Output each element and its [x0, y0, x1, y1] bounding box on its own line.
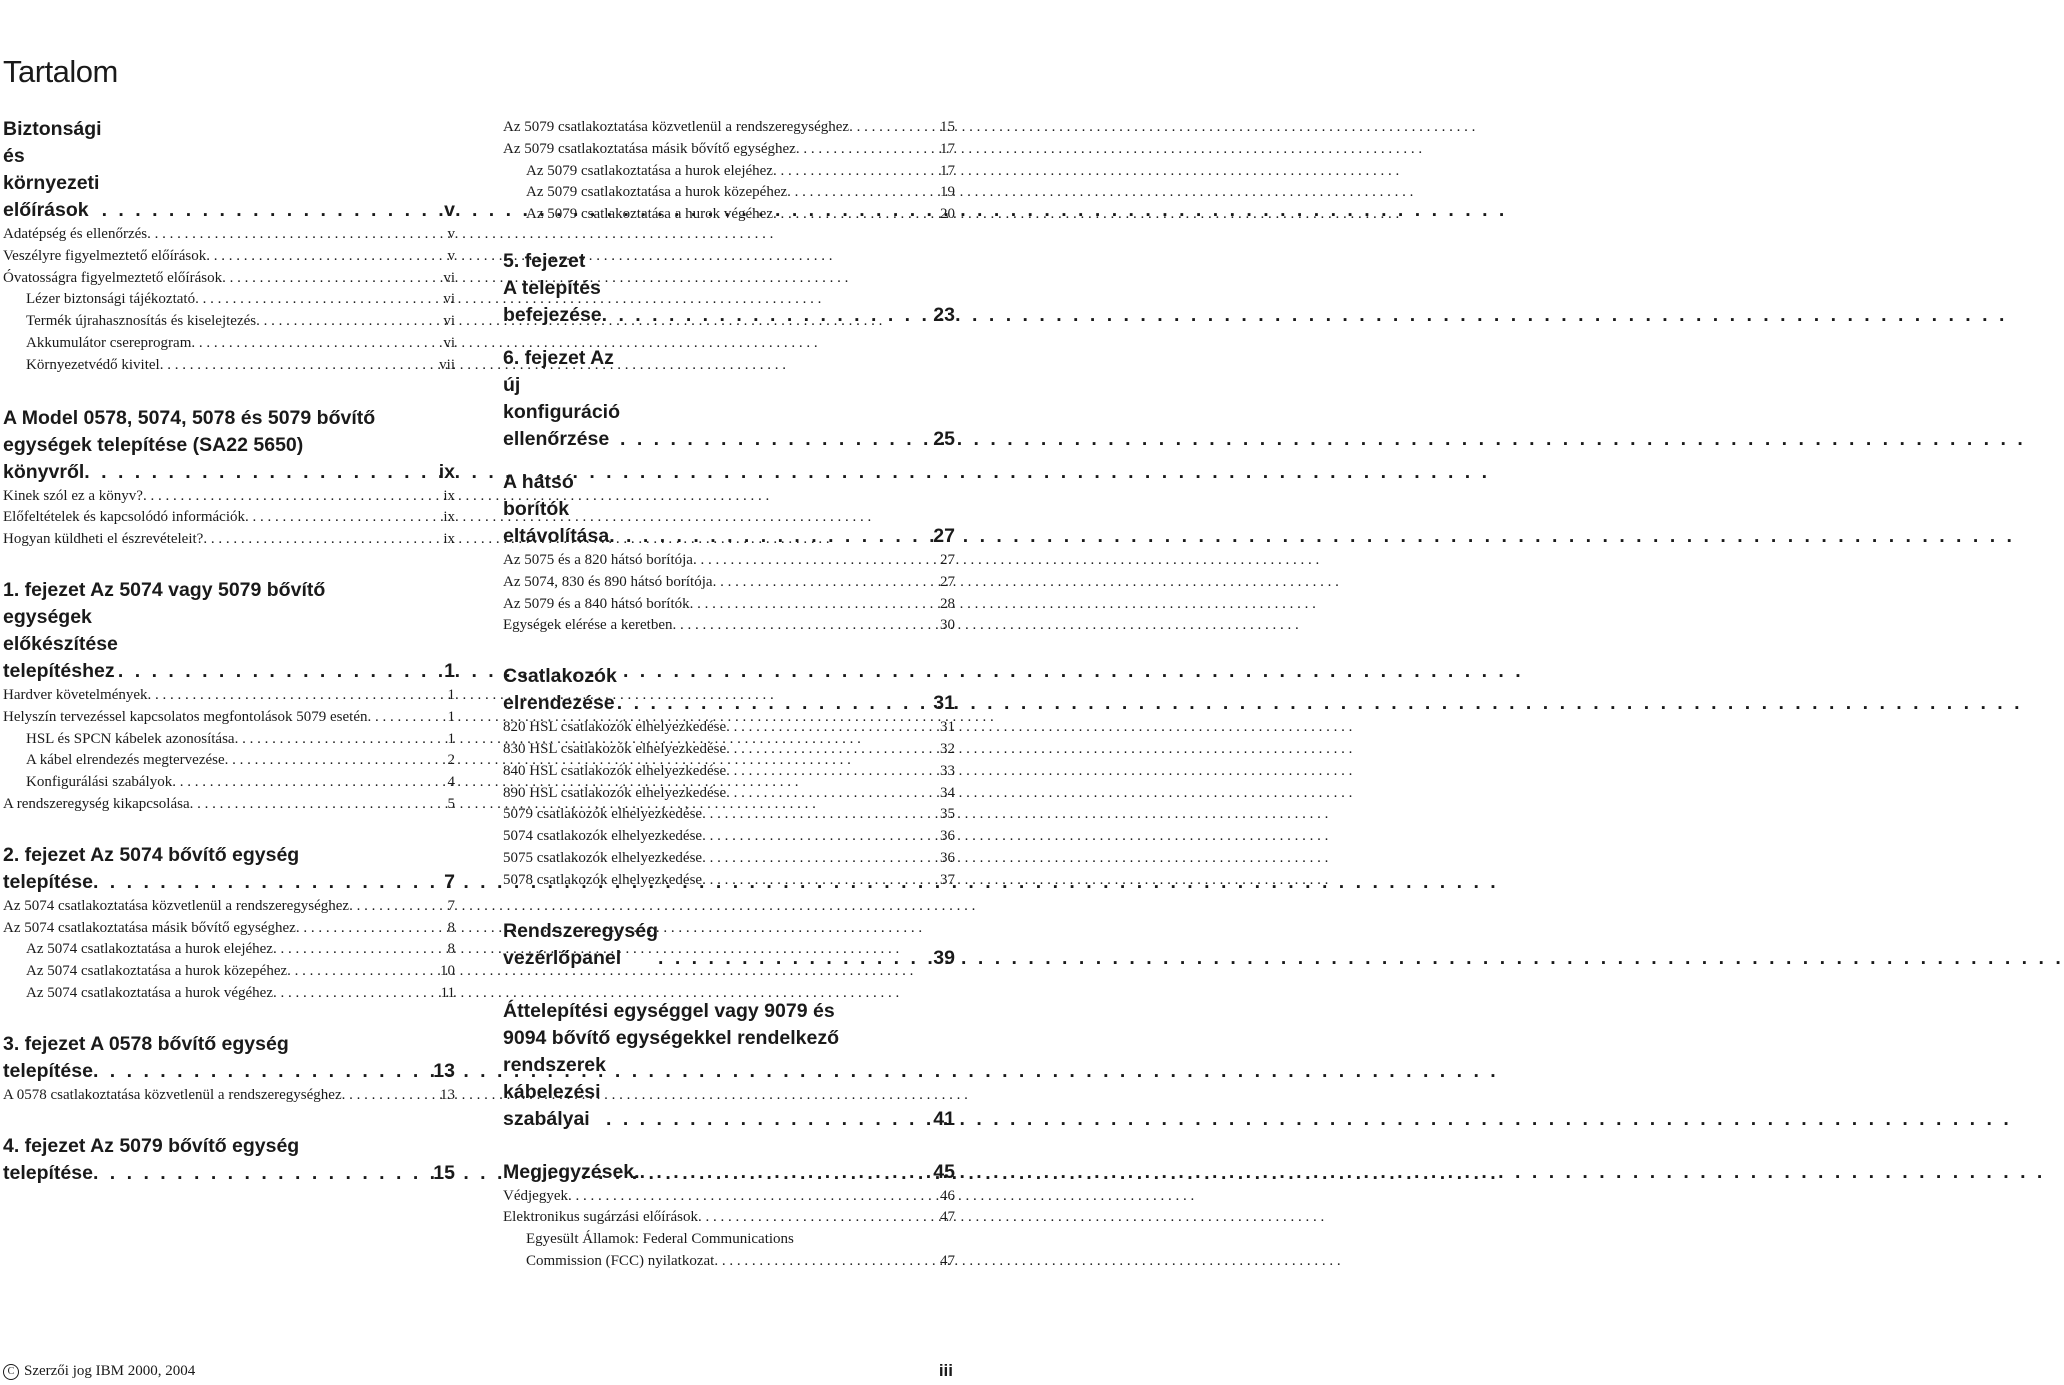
toc-page-number: vi: [443, 291, 455, 308]
toc-heading-line[interactable]: [3, 405, 455, 432]
dot-leader: [222, 268, 439, 290]
toc-heading-text: Megjegyzések.: [503, 1160, 640, 1183]
dot-leader: [190, 794, 444, 816]
toc-heading-line[interactable]: [3, 1133, 455, 1160]
toc-page-number: v: [444, 199, 455, 221]
toc-page-number: 1: [444, 659, 455, 682]
toc-section: [3, 405, 455, 551]
dot-leader: [342, 1085, 436, 1107]
toc-entry-text: Az 5079 csatlakoztatása másik bővítő egységhez: [503, 140, 796, 157]
dot-leader: [296, 918, 444, 940]
dot-leader: [191, 333, 439, 355]
toc-heading-line-text: A Model 0578, 5074, 5078 és 5079 bővítő: [3, 406, 376, 429]
toc-heading-line-text: egységek telepítése (SA22 5650): [3, 433, 304, 456]
toc-page-number: vi: [443, 269, 455, 286]
toc-entry-text: Az 5079 csatlakoztatása közvetlenül a rendszeregységhez: [503, 119, 850, 135]
toc-heading-line[interactable]: [503, 1052, 955, 1133]
dot-leader: [609, 523, 929, 550]
toc-page-number: 4: [447, 774, 455, 791]
dot-leader: [93, 869, 440, 896]
toc-entry-text: Az 5074 csatlakoztatása másik bővítő egységhez: [3, 919, 296, 936]
toc-entry-text: Környezetvédő kivitel: [26, 356, 160, 373]
dot-leader: [796, 139, 936, 161]
toc-page-number: 30: [940, 617, 955, 634]
toc-entry[interactable]: [3, 355, 455, 377]
toc-heading-text: egységek előkészítése telepítéshez: [3, 605, 118, 682]
page-number: iii: [938, 1361, 953, 1380]
toc-entry-text: Az 5074 csatlakoztatása a hurok elejéhez: [26, 941, 273, 958]
dot-leader: [702, 804, 936, 826]
toc-section: [503, 117, 955, 226]
toc-entry-text: Az 5074 csatlakoztatása a hurok közepéhez: [26, 963, 288, 980]
toc-page-number: v: [447, 226, 455, 242]
toc-heading-line[interactable]: [503, 663, 955, 717]
dot-leader: [773, 204, 936, 226]
toc-section: [503, 663, 955, 891]
toc-entry-text: Az 5074 csatlakoztatása közvetlenül a rendszeregységhez: [3, 897, 350, 914]
toc-heading-text: Rendszeregység vezérlőpanel: [503, 919, 658, 969]
dot-leader: [160, 355, 435, 377]
dot-leader: [256, 311, 439, 333]
toc-heading-text: könyvről: [3, 460, 85, 483]
toc-entry-text: 830 HSL csatlakozók elhelyezkedése: [503, 740, 727, 757]
dot-leader: [195, 289, 439, 311]
toc-heading-line[interactable]: [503, 469, 955, 550]
toc-heading-line[interactable]: [503, 345, 955, 453]
dot-leader: [726, 761, 936, 783]
toc-right-column: [503, 110, 955, 1273]
toc-page-number: 31: [933, 692, 955, 715]
toc-entry-text: Elektronikus sugárzási előírások: [503, 1209, 698, 1226]
toc-entry[interactable]: [3, 268, 455, 290]
toc-page-number: 20: [940, 206, 955, 223]
toc-page-number: 27: [933, 524, 955, 547]
toc-page-number: 17: [940, 140, 955, 157]
toc-entry[interactable]: [3, 246, 455, 268]
dot-leader: [693, 550, 936, 572]
toc-entry-text: 820 HSL csatlakozók elhelyezkedése: [503, 719, 727, 736]
toc-page-number: 45: [933, 1160, 955, 1183]
toc-heading-line[interactable]: [503, 918, 955, 972]
toc-page-number: 28: [940, 595, 955, 612]
toc-entry[interactable]: [503, 594, 955, 616]
toc-entry-text: Kinek szól ez a könyv?: [3, 487, 143, 504]
toc-page-number: 8: [447, 941, 455, 958]
toc-entry[interactable]: [3, 750, 455, 772]
dot-leader: [273, 939, 444, 961]
toc-entry[interactable]: [3, 772, 455, 794]
dot-leader: [172, 772, 443, 794]
toc-entry[interactable]: [503, 848, 955, 870]
dot-leader: [787, 182, 936, 204]
dot-leader: [245, 507, 439, 529]
toc-entry-text: Akkumulátor csereprogram: [26, 334, 192, 351]
toc-section: [3, 1031, 455, 1107]
toc-section: [3, 1133, 455, 1187]
dot-leader: [714, 1251, 936, 1273]
toc-section: [3, 577, 455, 816]
toc-entry[interactable]: [3, 529, 455, 551]
toc-entry-text: Előfeltételek és kapcsolódó információk: [3, 509, 245, 526]
toc-entry-text: HSL és SPCN kábelek azonosítása: [26, 730, 235, 747]
toc-page-number: 1: [447, 708, 455, 725]
toc-page-number: 13: [440, 1086, 455, 1103]
dot-leader: [702, 870, 936, 892]
toc-page-number: 25: [933, 427, 955, 450]
toc-entry-text: Hardver követelmények: [3, 686, 148, 703]
toc-entry[interactable]: [503, 204, 955, 226]
toc-section: [503, 248, 955, 329]
toc-page-number: 36: [940, 828, 955, 845]
toc-section: [3, 842, 455, 1005]
toc-entry-text: Adatépség és ellenőrzés: [3, 226, 148, 242]
toc-entry-text: Az 5079 és a 840 hátsó borítók: [503, 595, 690, 612]
toc-heading-line-text: Áttelepítési egységgel vagy 9079 és: [503, 999, 835, 1022]
toc-page-number: 46: [940, 1187, 955, 1204]
toc-entry[interactable]: [503, 550, 955, 572]
dot-leader: [147, 224, 443, 246]
toc-page-number: 17: [940, 162, 955, 179]
toc-heading-line[interactable]: [503, 1159, 955, 1186]
toc-page-number: 15: [433, 1161, 455, 1184]
toc-heading-text: rendszerek kábelezési szabályai: [503, 1053, 606, 1130]
toc-page-number: 31: [940, 719, 955, 736]
dot-leader: [93, 1160, 429, 1187]
toc-section: [503, 918, 955, 972]
toc-page-number: vi: [443, 313, 455, 330]
toc-page-number: 32: [940, 740, 955, 757]
toc-page-number: 5: [447, 795, 455, 812]
toc-page-number: ix: [443, 531, 455, 548]
toc-entry[interactable]: [503, 761, 955, 783]
toc-page-number: 2: [447, 752, 455, 769]
toc-section: [503, 345, 955, 453]
toc-entry-text: Termék újrahasznosítás és kiselejtezés: [26, 313, 257, 330]
toc-page-number: 47: [940, 1209, 955, 1226]
toc-page-number: 47: [940, 1252, 955, 1269]
toc-entry-text: A 0578 csatlakoztatása közvetlenül a rendszeregységhez: [3, 1086, 342, 1103]
toc-heading-line-text: 1. fejezet Az 5074 vagy 5079 bővítő: [3, 578, 326, 601]
toc-page-number: 7: [447, 897, 455, 914]
toc-entry-text: Az 5079 csatlakoztatása a hurok közepéhez: [526, 184, 788, 201]
toc-entry-text: 5075 csatlakozók elhelyezkedése: [503, 849, 703, 866]
dot-leader: [726, 783, 936, 805]
toc-entry[interactable]: [3, 983, 455, 1005]
dot-leader: [640, 1159, 930, 1186]
toc-section: [3, 116, 455, 377]
toc-section: [503, 1159, 955, 1273]
toc-heading-line[interactable]: [3, 1160, 455, 1187]
toc-heading-line[interactable]: [3, 1058, 455, 1085]
dot-leader: [617, 690, 930, 717]
dot-leader: [118, 658, 440, 685]
dot-leader: [849, 117, 936, 139]
toc-entry-text: Helyszín tervezéssel kapcsolatos megfontolások 5079 esetén: [3, 708, 368, 725]
toc-entry[interactable]: [503, 182, 955, 204]
toc-page-number: 1: [447, 730, 455, 747]
toc-heading-text: telepítése: [3, 870, 93, 893]
toc-page-number: 37: [940, 871, 955, 888]
toc-entry-text: Commission (FCC) nyilatkozat: [526, 1252, 715, 1269]
toc-entry-text: A kábel elrendezés megtervezése: [26, 752, 225, 769]
toc-entry[interactable]: [503, 139, 955, 161]
dot-leader: [690, 594, 936, 616]
toc-page-number: 35: [940, 806, 955, 823]
copyright-notice: [3, 1363, 195, 1380]
dot-leader: [287, 961, 436, 983]
toc-heading-line[interactable]: [503, 998, 955, 1025]
toc-entry[interactable]: [3, 224, 455, 246]
toc-page-number: 19: [940, 184, 955, 201]
toc-heading-text: A hátsó borítók eltávolítása: [503, 470, 610, 547]
toc-entry-text: 840 HSL csatlakozók elhelyezkedése: [503, 762, 727, 779]
toc-entry[interactable]: [503, 739, 955, 761]
toc-entry[interactable]: [3, 707, 455, 729]
toc-heading-line[interactable]: [3, 116, 455, 224]
toc-entry[interactable]: [3, 918, 455, 940]
toc-entry[interactable]: [3, 729, 455, 751]
toc-section: [503, 998, 955, 1133]
toc-page-number: 10: [440, 963, 455, 980]
dot-leader: [93, 1058, 429, 1085]
dot-leader: [102, 197, 441, 224]
toc-entry-text: Lézer biztonsági tájékoztató: [26, 291, 196, 308]
dot-leader: [349, 896, 443, 918]
toc-heading-line[interactable]: [3, 459, 455, 486]
dot-leader: [602, 302, 930, 329]
toc-heading-text: telepítése: [3, 1059, 93, 1082]
toc-entry-text: 5074 csatlakozók elhelyezkedése: [503, 828, 703, 845]
toc-page-number: vii: [439, 356, 455, 373]
toc-entry-text: 5079 csatlakozók elhelyezkedése: [503, 806, 703, 823]
toc-page-number: 36: [940, 849, 955, 866]
toc-entry[interactable]: [503, 826, 955, 848]
toc-heading-line[interactable]: [3, 432, 455, 459]
toc-entry[interactable]: [3, 961, 455, 983]
toc-heading-line[interactable]: [503, 248, 955, 329]
toc-entry[interactable]: [3, 311, 455, 333]
toc-entry[interactable]: [3, 333, 455, 355]
toc-heading-line[interactable]: [3, 869, 455, 896]
dot-leader: [225, 750, 444, 772]
dot-leader: [726, 739, 936, 761]
dot-leader: [698, 1207, 936, 1229]
toc-heading-text: 5. fejezet A telepítés befejezése: [503, 249, 602, 326]
toc-entry[interactable]: [503, 870, 955, 892]
toc-entry-text: Az 5074 csatlakoztatása a hurok végéhez: [26, 984, 273, 1001]
dot-leader: [84, 459, 434, 486]
toc-heading-text: Csatlakozók elrendezése: [503, 665, 617, 715]
toc-entry[interactable]: [3, 289, 455, 311]
dot-leader: [206, 246, 443, 268]
toc-page-number: 27: [940, 573, 955, 590]
toc-entry-text: Egységek elérése a keretben: [503, 617, 673, 634]
dot-leader: [568, 1186, 936, 1208]
toc-entry[interactable]: [503, 572, 955, 594]
toc-entry-text: 5078 csatlakozók elhelyezkedése: [503, 871, 703, 888]
toc-entry-text: Az 5079 csatlakoztatása a hurok végéhez: [526, 206, 773, 223]
toc-page-number: 13: [433, 1059, 455, 1082]
toc-entry-text: Védjegyek: [503, 1187, 568, 1204]
toc-heading-line[interactable]: [3, 842, 455, 869]
dot-leader: [273, 983, 437, 1005]
toc-heading-line[interactable]: [3, 604, 455, 685]
dot-leader: [702, 826, 936, 848]
toc-entry[interactable]: [503, 1229, 955, 1251]
toc-page-number: ix: [443, 509, 455, 526]
toc-entry[interactable]: [3, 939, 455, 961]
toc-entry[interactable]: [3, 685, 455, 707]
toc-page-number: 39: [933, 946, 955, 969]
toc-entry[interactable]: [3, 794, 455, 816]
toc-entry[interactable]: [3, 1085, 455, 1107]
dot-leader: [713, 572, 936, 594]
dot-leader: [620, 426, 929, 453]
copyright-icon: C: [3, 1364, 19, 1380]
toc-heading-line-text: 2. fejezet Az 5074 bővítő egység: [3, 843, 300, 866]
toc-page-number: 41: [933, 1107, 955, 1130]
dot-leader: [773, 161, 936, 183]
toc-heading-line[interactable]: [3, 577, 455, 604]
toc-entry-text: Az 5074, 830 és 890 hátsó borítója: [503, 573, 713, 590]
toc-heading-line[interactable]: [503, 1025, 955, 1052]
toc-page-number: 33: [940, 762, 955, 779]
toc-heading-text: 6. fejezet Az új konfiguráció ellenőrzése: [503, 346, 621, 450]
toc-entry[interactable]: [3, 507, 455, 529]
toc-entry-text: Veszélyre figyelmeztető előírások: [3, 247, 207, 264]
toc-heading-line[interactable]: [3, 1031, 455, 1058]
toc-entry-text: Az 5079 csatlakoztatása a hurok elejéhez: [526, 162, 773, 179]
toc-entry-text: Hogyan küldheti el észrevételeit?: [3, 531, 204, 548]
dot-leader: [143, 486, 439, 508]
toc-entry-text: 890 HSL csatlakozók elhelyezkedése: [503, 784, 727, 801]
toc-entry[interactable]: [503, 615, 955, 637]
toc-entry[interactable]: [3, 896, 455, 918]
toc-page-number: 15: [940, 119, 955, 135]
dot-leader: [367, 707, 443, 729]
toc-page-number: 34: [940, 784, 955, 801]
toc-entry[interactable]: [503, 783, 955, 805]
toc-heading-line-text: 3. fejezet A 0578 bővítő egység: [3, 1032, 289, 1055]
toc-left-column: [3, 110, 455, 1187]
toc-entry[interactable]: [503, 717, 955, 739]
toc-page-number: 23: [933, 303, 955, 326]
toc-heading-text: Biztonsági és környezeti előírások: [3, 118, 102, 221]
toc-entry[interactable]: [503, 1251, 955, 1273]
dot-leader: [203, 529, 439, 551]
toc-page-number: 8: [447, 919, 455, 936]
toc-page-number: 1: [447, 686, 455, 703]
dot-leader: [148, 685, 444, 707]
toc-page-number: 27: [940, 551, 955, 568]
toc-entry[interactable]: [503, 1207, 955, 1229]
toc-entry[interactable]: [503, 804, 955, 826]
toc-entry[interactable]: [3, 486, 455, 508]
toc-page-number: ix: [438, 460, 455, 483]
toc-entry-text: A rendszeregység kikapcsolása: [3, 795, 190, 812]
toc-entry-text: Az 5075 és a 820 hátsó borítója: [503, 551, 693, 568]
dot-leader: [673, 615, 937, 637]
dot-leader: [658, 945, 929, 972]
toc-entry-text: Óvatosságra figyelmeztető előírások: [3, 269, 223, 286]
toc-entry[interactable]: [503, 117, 955, 139]
toc-page-number: v: [447, 247, 455, 264]
toc-heading-line-text: 4. fejezet Az 5079 bővítő egység: [3, 1134, 300, 1157]
dot-leader: [606, 1106, 929, 1133]
toc-section: [503, 469, 955, 637]
page-title: Tartalom: [3, 54, 118, 89]
dot-leader: [235, 729, 444, 751]
toc-entry[interactable]: [503, 1186, 955, 1208]
dot-leader: [726, 717, 936, 739]
toc-entry-text: Egyesült Államok: Federal Communications: [526, 1231, 794, 1248]
toc-page-number: vi: [443, 334, 455, 351]
toc-page-number: 7: [444, 870, 455, 893]
toc-page-number: 11: [440, 984, 455, 1001]
toc-entry-text: Konfigurálási szabályok: [26, 774, 173, 791]
dot-leader: [702, 848, 936, 870]
toc-entry[interactable]: [503, 161, 955, 183]
copyright-text: Szerzői jog IBM 2000, 2004: [24, 1363, 196, 1379]
toc-heading-text: telepítése: [3, 1161, 93, 1184]
toc-page-number: ix: [443, 487, 455, 504]
toc-heading-line-text: 9094 bővítő egységekkel rendelkező: [503, 1026, 839, 1049]
